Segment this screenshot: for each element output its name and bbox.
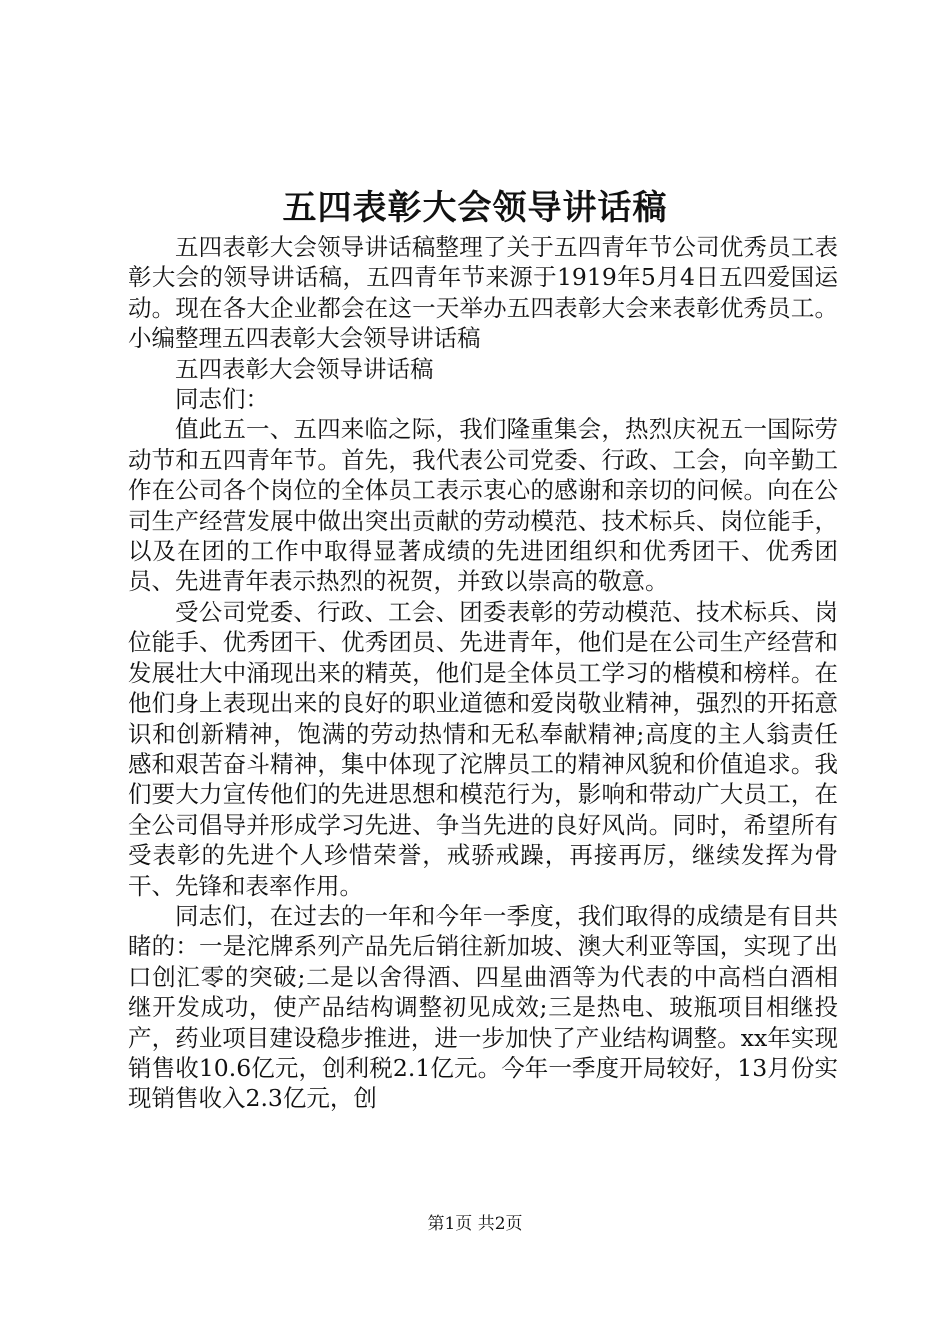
page-number-footer: 第1页 共2页 <box>427 1214 523 1234</box>
paragraph-subtitle: 五四表彰大会领导讲话稿 <box>175 354 434 383</box>
paragraph-celebration: 值此五一、五四来临之际，我们隆重集会，热烈庆祝五一国际劳动节和五四青年节。首先，我代表公司党委、行政、工会，向辛勤工作在公司各个岗位的全体员工表示衷心的感谢和亲切的问候。向在公司生产经营发展中做出突出贡献的劳动模范、技术标兵、岗位能手，以及在团的工作中取得显著成绩的先进团组织和优秀团干、优秀团员、先进青年表示热烈的祝贺，并致以崇高的敬意。 <box>128 415 838 596</box>
document-body <box>128 232 838 1114</box>
paragraph-intro: 五四表彰大会领导讲话稿整理了关于五四青年节公司优秀员工表彰大会的领导讲话稿，五四青年节来源于1919年5月4日五四爱国运动。现在各大企业都会在这一天举办五四表彰大会来表彰优秀员工。小编整理五四表彰大会领导讲话稿 <box>128 233 838 353</box>
paragraph-salutation: 同志们： <box>175 385 269 414</box>
paragraph-honorees: 受公司党委、行政、工会、团委表彰的劳动模范、技术标兵、岗位能手、优秀团干、优秀团员、先进青年，他们是在公司生产经营和发展壮大中涌现出来的精英，他们是全体员工学习的楷模和榜样。在他们身上表现出来的良好的职业道德和爱岗敬业精神，强烈的开拓意识和创新精神，饱满的劳动热情和无私奉献精神;高度的主人翁责任感和艰苦奋斗精神，集中体现了沱牌员工的精神风貌和价值追求。我们要大力宣传他们的先进思想和模范行为，影响和带动广大员工，在全公司倡导并形成学习先进、争当先进的良好风尚。同时，希望所有受表彰的先进个人珍惜荣誉，戒骄戒躁，再接再厉，继续发挥为骨干、先锋和表率作用。 <box>128 597 838 900</box>
document-title: 五四表彰大会领导讲话稿 <box>282 188 668 228</box>
paragraph-achievements: 同志们，在过去的一年和今年一季度，我们取得的成绩是有目共睹的：一是沱牌系列产品先后销往新加坡、澳大利亚等国，实现了出口创汇零的突破;二是以舍得酒、四星曲酒等为代表的中高档白酒相继开发成功，使产品结构调整初见成效;三是热电、玻瓶项目相继投产，药业项目建设稳步推进，进一步加快了产业结构调整。xx年实现销售收10.6亿元，创利税2.1亿元。今年一季度开局较好，13月份实现销售收入2.3亿元，创 <box>128 901 838 1113</box>
